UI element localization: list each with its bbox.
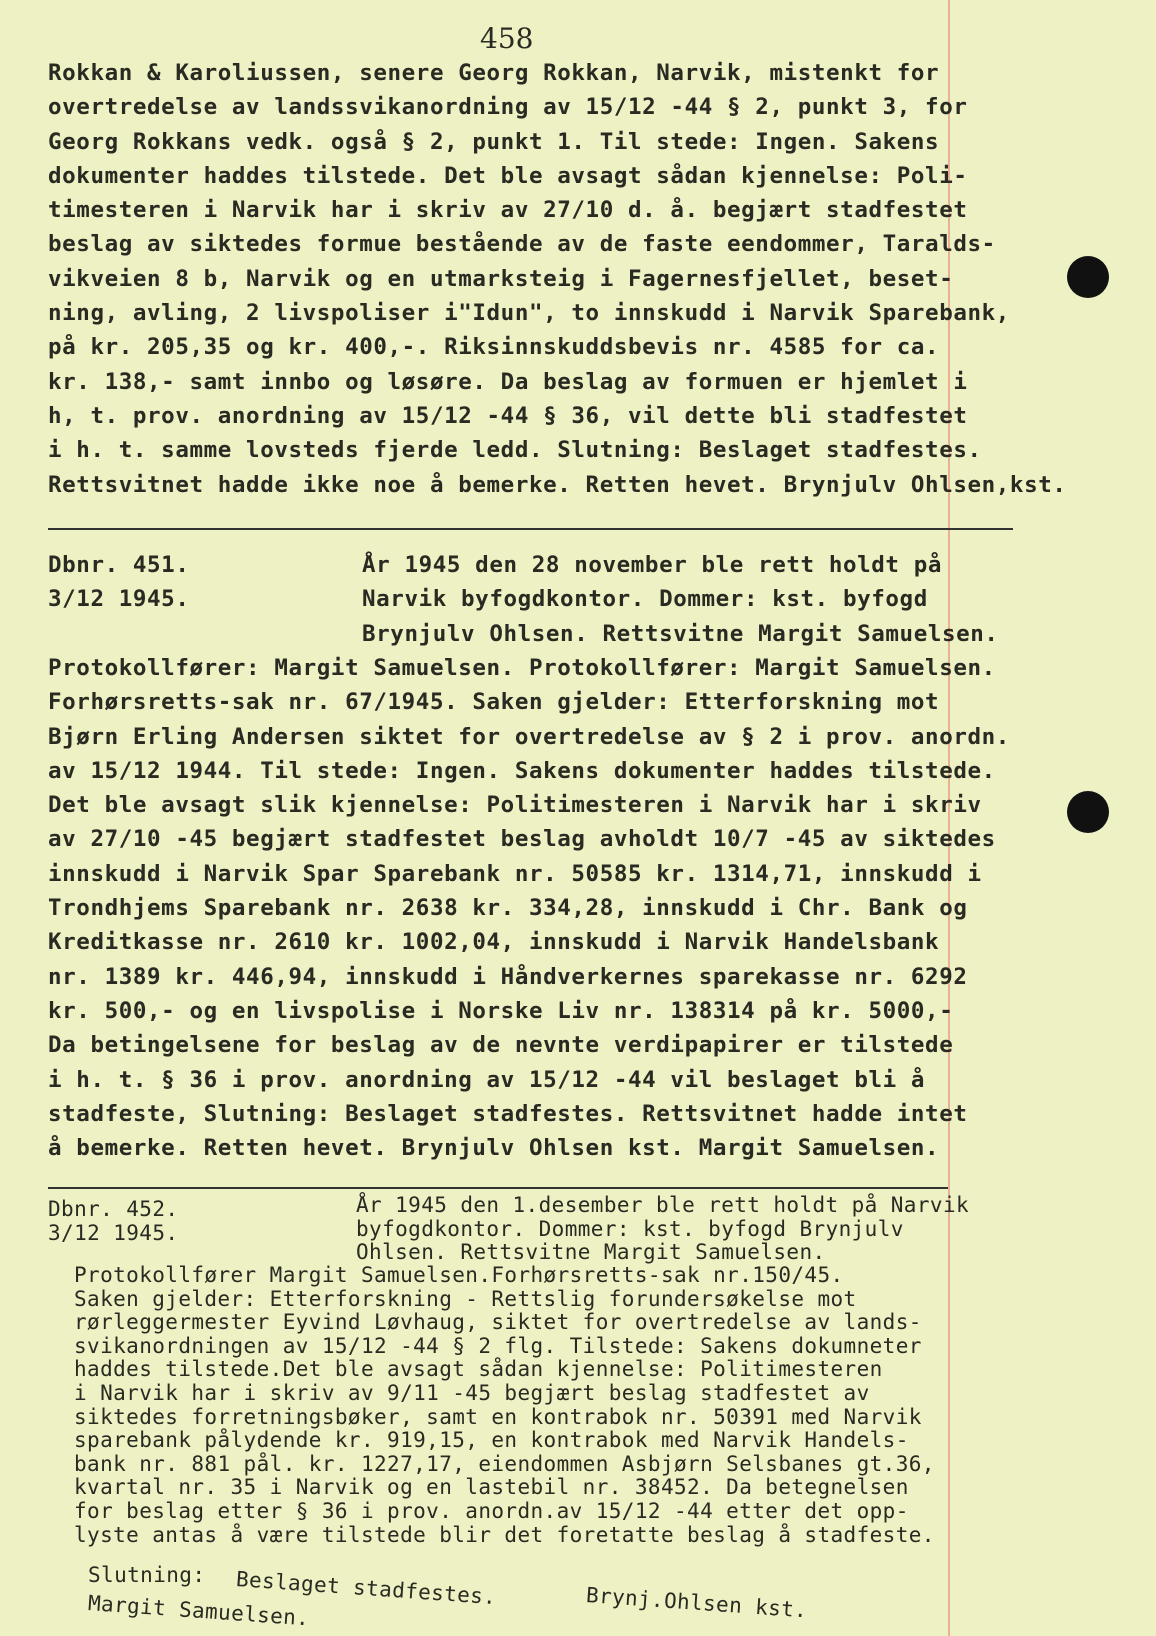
text-line: Det ble avsagt slik kjennelse: Politimesteren i Narvik har i skriv: [48, 792, 982, 819]
entry-heading: [362, 548, 999, 651]
section-divider: [48, 1187, 948, 1189]
text-line: Trondhjems Sparebank nr. 2638 kr. 334,28, innskudd i Chr. Bank og: [48, 895, 968, 922]
text-line: dokumenter haddes tilstede. Det ble avsagt sådan kjennelse: Poli-: [48, 162, 968, 189]
slutning-label: Slutning:: [88, 1563, 206, 1587]
text-line: sparebank pålydende kr. 919,15, en kontrabok med Narvik Handels-: [74, 1428, 909, 1453]
text-line: ning, avling, 2 livspoliser i"Idun", to innskudd i Narvik Sparebank,: [48, 300, 1010, 327]
text-line: År 1945 den 1.desember ble rett holdt på Narvik: [356, 1193, 970, 1217]
text-line: Georg Rokkans vedk. også § 2, punkt 1. Til stede: Ingen. Sakens: [48, 128, 940, 155]
text-line: nr. 1389 kr. 446,94, innskudd i Håndverkernes sparekasse nr. 6292: [48, 963, 968, 990]
text-line: rørleggermester Eyvind Løvhaug, siktet for overtredelse av lands-: [74, 1310, 922, 1335]
text-line: År 1945 den 28 november ble rett holdt på: [362, 552, 942, 578]
text-line: Kreditkasse nr. 2610 kr. 1002,04, innskudd i Narvik Handelsbank: [48, 929, 940, 956]
text-line: kvartal nr. 35 i Narvik og en lastebil nr. 38452. Da betegnelsen: [74, 1475, 909, 1500]
text-line: kr. 138,- samt innbo og løsøre. Da beslag av formuen er hjemlet i: [48, 368, 968, 395]
text-line: byfogdkontor. Dommer: kst. byfogd Brynjulv: [356, 1216, 904, 1241]
text-line: Saken gjelder: Etterforskning - Rettslig forundersøkelse mot: [74, 1286, 857, 1311]
entry-date: 3/12 1945.: [48, 586, 190, 612]
text-line: på kr. 205,35 og kr. 400,-. Riksinnskuddsbevis nr. 4585 for ca.: [48, 334, 940, 361]
text-line: Narvik byfogdkontor. Dommer: kst. byfogd: [362, 586, 928, 613]
text-line: overtredelse av landssvikanordning av 15/12 -44 § 2, punkt 3, for: [48, 94, 968, 121]
text-line: vikveien 8 b, Narvik og en utmarksteig i Fagernesfjellet, beset-: [48, 265, 954, 292]
text-line: av 15/12 1944. Til stede: Ingen. Sakens dokumenter haddes tilstede.: [48, 757, 996, 784]
entry-rokkan: [48, 56, 1067, 502]
text-line: Bjørn Erling Andersen siktet for overtredelse av § 2 i prov. anordn.: [48, 723, 1010, 750]
text-line: siktedes forretningsbøker, samt en kontrabok nr. 50391 med Narvik: [74, 1404, 922, 1429]
entry-date: 3/12 1945.: [48, 1221, 179, 1245]
text-line: av 27/10 -45 begjært stadfestet beslag avholdt 10/7 -45 av siktedes: [48, 826, 996, 853]
text-line: beslag av siktedes formue bestående av de faste eendommer, Taralds-: [48, 231, 996, 258]
text-line: Brynjulv Ohlsen. Rettsvitne Margit Samuelsen.: [362, 620, 999, 647]
entry-heading: [356, 1194, 969, 1265]
text-line: å bemerke. Retten hevet. Brynjulv Ohlsen kst. Margit Samuelsen.: [48, 1135, 940, 1162]
text-line: timesteren i Narvik har i skriv av 27/10 d. å. begjært stadfestet: [48, 197, 968, 224]
text-line: lyste antas å være tilstede blir det foretatte beslag å stadfeste.: [74, 1522, 935, 1547]
text-line: i Narvik har i skriv av 9/11 -45 begjært beslag stadfestet av: [74, 1380, 870, 1405]
text-line: for beslag etter § 36 i prov. anordn.av 15/12 -44 etter det opp-: [74, 1498, 909, 1523]
text-line: i h. t. § 36 i prov. anordning av 15/12 -44 vil beslaget bli å: [48, 1066, 926, 1093]
text-line: stadfeste, Slutning: Beslaget stadfestes. Rettsvitnet hadde intet: [48, 1100, 968, 1127]
text-line: Rokkan & Karoliussen, senere Georg Rokkan, Narvik, mistenkt for: [48, 60, 940, 86]
entry-body: [74, 1264, 935, 1547]
text-line: bank nr. 881 pål. kr. 1227,17, eiendommen Asbjørn Selsbanes gt.36,: [74, 1451, 935, 1476]
signature-ohlsen: Brynj.Ohlsen kst.: [585, 1583, 809, 1623]
page-number: 458: [480, 22, 534, 55]
text-line: svikanordningen av 15/12 -44 § 2 flg. Tilstede: Sakens dokumneter: [74, 1333, 922, 1358]
entry-number: Dbnr. 451.: [48, 552, 190, 578]
text-line: Rettsvitnet hadde ikke noe å bemerke. Retten hevet. Brynjulv Ohlsen,kst.: [48, 471, 1067, 498]
punch-hole: [1067, 791, 1109, 833]
text-line: innskudd i Narvik Spar Sparebank nr. 50585 kr. 1314,71, innskudd i: [48, 860, 982, 887]
text-line: Da betingelsene for beslag av de nevnte verdipapirer er tilstede: [48, 1032, 954, 1059]
entry-body: [48, 651, 1010, 1165]
signature-samuelsen: Margit Samuelsen.: [87, 1591, 311, 1631]
text-line: Protokollfører Margit Samuelsen.Forhørsretts-sak nr.150/45.: [74, 1263, 844, 1287]
text-line: Protokollfører: Margit Samuelsen. Protokollfører: Margit Samuelsen.: [48, 655, 996, 681]
text-line: i h. t. samme lovsteds fjerde ledd. Slutning: Beslaget stadfestes.: [48, 437, 982, 464]
text-line: Forhørsretts-sak nr. 67/1945. Saken gjelder: Etterforskning mot: [48, 689, 940, 716]
text-line: Ohlsen. Rettsvitne Margit Samuelsen.: [356, 1240, 826, 1265]
text-line: h, t. prov. anordning av 15/12 -44 § 36, vil dette bli stadfestet: [48, 402, 968, 429]
section-divider: [48, 528, 1013, 530]
slutning-text: Beslaget stadfestes.: [235, 1567, 498, 1610]
punch-hole: [1067, 256, 1109, 298]
text-line: kr. 500,- og en livspolise i Norske Liv nr. 138314 på kr. 5000,-: [48, 997, 954, 1024]
entry-number: Dbnr. 452.: [48, 1197, 179, 1221]
text-line: haddes tilstede.Det ble avsagt sådan kjennelse: Politimesteren: [74, 1357, 883, 1382]
